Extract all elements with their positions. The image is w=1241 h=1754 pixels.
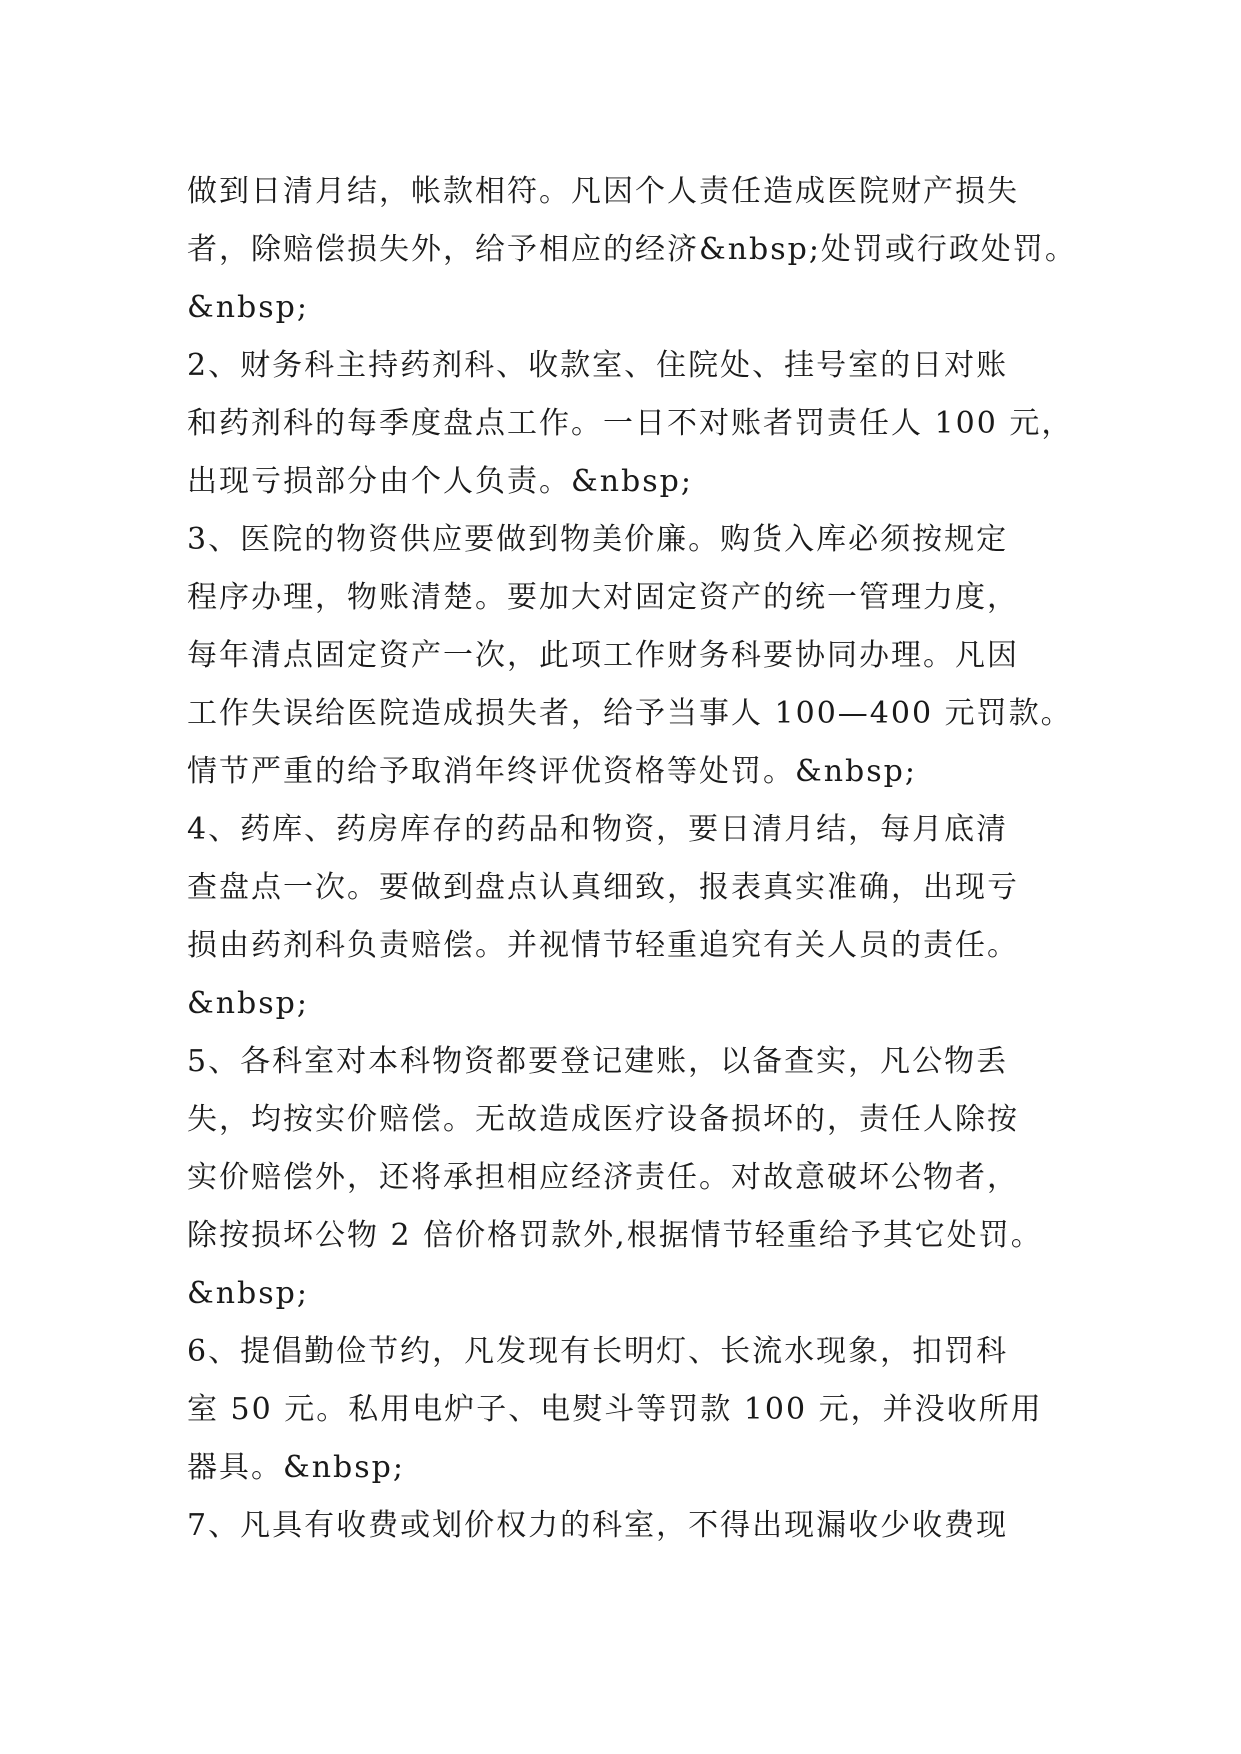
- text-line: 室 50 元。私用电炉子、电熨斗等罚款 100 元，并没收所用: [187, 1392, 1043, 1427]
- text-line: 损由药剂科负责赔偿。并视情节轻重追究有关人员的责任。: [187, 928, 1019, 963]
- document-body: [187, 163, 1087, 1555]
- text-line: 情节严重的给予取消年终评优资格等处罚。&nbsp;: [187, 754, 917, 789]
- text-line: 和药剂科的每季度盘点工作。一日不对账者罚责任人 100 元，: [187, 406, 1074, 441]
- text-line: 失，均按实价赔偿。无故造成医疗设备损坏的，责任人除按: [187, 1102, 1019, 1137]
- text-line: 实价赔偿外，还将承担相应经济责任。对故意破坏公物者，: [187, 1160, 1019, 1195]
- text-line: 器具。&nbsp;: [187, 1450, 405, 1485]
- text-line: 7、凡具有收费或划价权力的科室，不得出现漏收少收费现: [187, 1508, 1009, 1543]
- text-line: 查盘点一次。要做到盘点认真细致，报表真实准确，出现亏: [187, 870, 1019, 905]
- text-line: &nbsp;: [187, 986, 309, 1021]
- text-line: 除按损坏公物 2 倍价格罚款外,根据情节轻重给予其它处罚。: [187, 1218, 1043, 1253]
- text-line: 每年清点固定资产一次，此项工作财务科要协同办理。凡因: [187, 638, 1019, 673]
- text-line: 出现亏损部分由个人负责。&nbsp;: [187, 464, 693, 499]
- text-line: 2、财务科主持药剂科、收款室、住院处、挂号室的日对账: [187, 348, 1009, 383]
- text-line: &nbsp;: [187, 290, 309, 325]
- text-line: 3、医院的物资供应要做到物美价廉。购货入库必须按规定: [187, 522, 1009, 557]
- text-line: 6、提倡勤俭节约，凡发现有长明灯、长流水现象，扣罚科: [187, 1334, 1009, 1369]
- text-line: 4、药库、药房库存的药品和物资，要日清月结，每月底清: [187, 812, 1009, 847]
- text-line: 5、各科室对本科物资都要登记建账，以备查实，凡公物丢: [187, 1044, 1009, 1079]
- text-line: &nbsp;: [187, 1276, 309, 1311]
- text-line: 者，除赔偿损失外，给予相应的经济&nbsp;处罚或行政处罚。: [187, 232, 1077, 267]
- text-line: 程序办理，物账清楚。要加大对固定资产的统一管理力度，: [187, 580, 1019, 615]
- text-line: 做到日清月结，帐款相符。凡因个人责任造成医院财产损失: [187, 174, 1019, 209]
- text-line: 工作失误给医院造成损失者，给予当事人 100—400 元罚款。: [187, 696, 1073, 731]
